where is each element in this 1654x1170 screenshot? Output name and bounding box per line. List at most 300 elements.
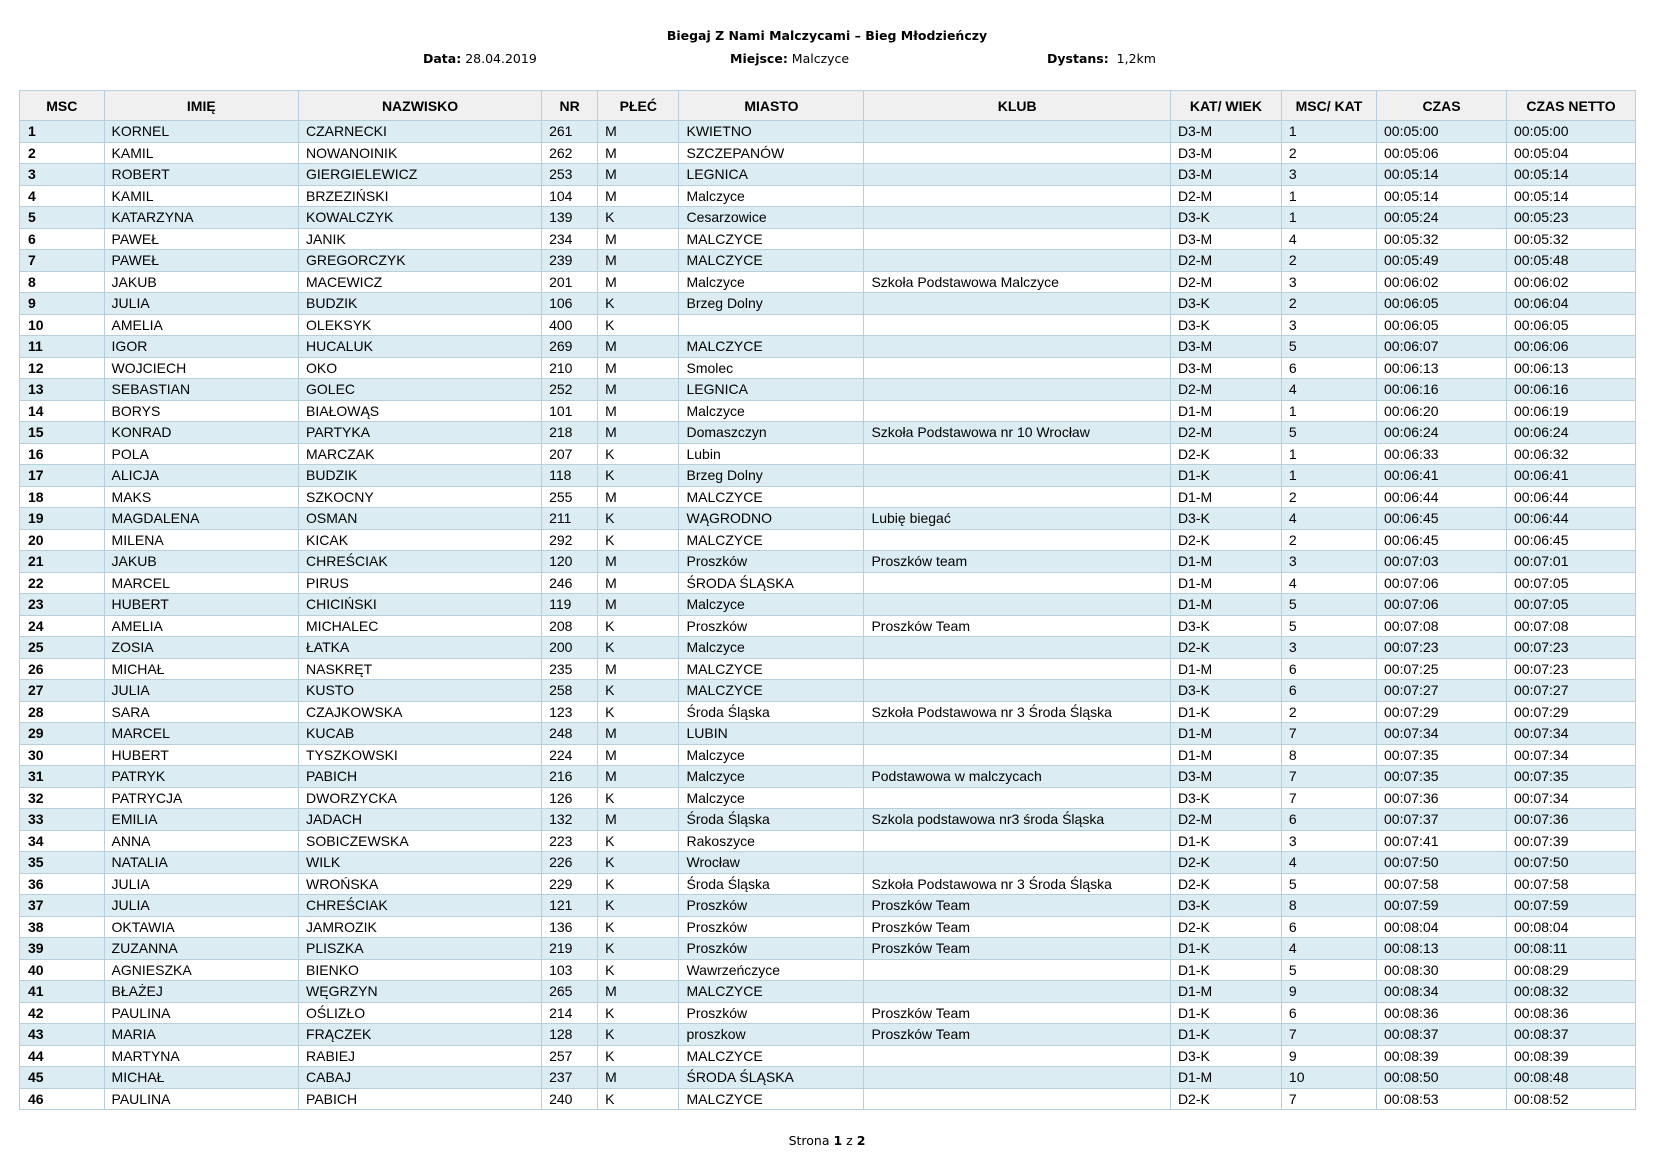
cell-nazwisko: CABAJ [299,1067,542,1089]
cell-msc-kat: 6 [1281,658,1376,680]
cell-nr: 237 [542,1067,598,1089]
cell-plec: M [598,981,679,1003]
cell-nazwisko: SOBICZEWSKA [299,830,542,852]
cell-msc-kat: 4 [1281,508,1376,530]
cell-czas-netto: 00:07:29 [1507,701,1636,723]
cell-miasto: Malczyce [679,271,864,293]
cell-czas-netto: 00:08:48 [1507,1067,1636,1089]
cell-miasto: Brzeg Dolny [679,465,864,487]
cell-klub [864,250,1171,272]
cell-miasto: MALCZYCE [679,486,864,508]
cell-miasto: Środa Śląska [679,701,864,723]
cell-nr: 219 [542,938,598,960]
cell-klub [864,293,1171,315]
table-row [20,185,1636,207]
table-row [20,142,1636,164]
table-row [20,164,1636,186]
cell-msc: 42 [20,1002,105,1024]
cell-msc: 38 [20,916,105,938]
cell-klub: Proszków Team [864,1024,1171,1046]
cell-klub [864,572,1171,594]
table-row [20,594,1636,616]
cell-klub [864,185,1171,207]
cell-nazwisko: PABICH [299,766,542,788]
cell-msc: 2 [20,142,105,164]
cell-czas: 00:08:39 [1377,1045,1507,1067]
cell-czas-netto: 00:08:37 [1507,1024,1636,1046]
cell-nr: 120 [542,551,598,573]
cell-plec: M [598,357,679,379]
cell-kat-wiek: D1-K [1170,959,1281,981]
cell-kat-wiek: D1-M [1170,981,1281,1003]
cell-czas: 00:07:58 [1377,873,1507,895]
table-row [20,443,1636,465]
cell-plec: K [598,637,679,659]
cell-czas-netto: 00:08:52 [1507,1088,1636,1110]
cell-msc-kat: 4 [1281,228,1376,250]
table-row [20,379,1636,401]
cell-klub [864,379,1171,401]
cell-msc-kat: 6 [1281,809,1376,831]
cell-msc-kat: 7 [1281,787,1376,809]
table-row [20,744,1636,766]
cell-klub [864,723,1171,745]
cell-msc-kat: 4 [1281,938,1376,960]
cell-miasto: Malczyce [679,766,864,788]
cell-miasto: Rakoszyce [679,830,864,852]
cell-imie: BŁAŻEJ [104,981,298,1003]
cell-klub [864,658,1171,680]
cell-nazwisko: OSMAN [299,508,542,530]
cell-plec: K [598,1002,679,1024]
cell-msc: 34 [20,830,105,852]
cell-czas: 00:07:35 [1377,744,1507,766]
cell-msc-kat: 3 [1281,271,1376,293]
cell-plec: M [598,422,679,444]
cell-plec: K [598,615,679,637]
cell-msc-kat: 3 [1281,314,1376,336]
cell-imie: AMELIA [104,314,298,336]
cell-klub [864,852,1171,874]
cell-czas-netto: 00:07:39 [1507,830,1636,852]
cell-kat-wiek: D1-M [1170,594,1281,616]
cell-czas-netto: 00:07:36 [1507,809,1636,831]
cell-klub: Proszków Team [864,615,1171,637]
cell-klub [864,336,1171,358]
cell-msc-kat: 4 [1281,572,1376,594]
cell-msc: 16 [20,443,105,465]
table-row [20,357,1636,379]
cell-kat-wiek: D3-K [1170,293,1281,315]
cell-czas-netto: 00:07:59 [1507,895,1636,917]
cell-miasto: Wawrzeńczyce [679,959,864,981]
cell-plec: M [598,766,679,788]
cell-nr: 261 [542,121,598,143]
table-row [20,1045,1636,1067]
page-total: 2 [856,1133,866,1148]
cell-nazwisko: PABICH [299,1088,542,1110]
cell-imie: KONRAD [104,422,298,444]
cell-msc: 28 [20,701,105,723]
cell-miasto: Proszków [679,1002,864,1024]
cell-klub: Proszków Team [864,1002,1171,1024]
cell-msc-kat: 6 [1281,916,1376,938]
cell-miasto: MALCZYCE [679,529,864,551]
cell-kat-wiek: D3-M [1170,336,1281,358]
cell-nazwisko: NOWANOINIK [299,142,542,164]
cell-czas: 00:06:05 [1377,314,1507,336]
cell-miasto: Smolec [679,357,864,379]
cell-klub [864,400,1171,422]
cell-nr: 239 [542,250,598,272]
cell-kat-wiek: D3-K [1170,314,1281,336]
cell-plec: K [598,529,679,551]
cell-plec: K [598,959,679,981]
cell-msc: 37 [20,895,105,917]
cell-czas: 00:05:00 [1377,121,1507,143]
cell-nr: 123 [542,701,598,723]
cell-msc-kat: 2 [1281,529,1376,551]
cell-kat-wiek: D3-M [1170,228,1281,250]
cell-kat-wiek: D2-K [1170,873,1281,895]
cell-imie: BORYS [104,400,298,422]
cell-czas: 00:07:06 [1377,572,1507,594]
cell-nr: 229 [542,873,598,895]
cell-imie: MILENA [104,529,298,551]
cell-klub [864,443,1171,465]
cell-imie: ZOSIA [104,637,298,659]
cell-nr: 118 [542,465,598,487]
cell-nr: 214 [542,1002,598,1024]
cell-plec: M [598,400,679,422]
cell-miasto: MALCZYCE [679,336,864,358]
cell-nazwisko: KUSTO [299,680,542,702]
cell-imie: MICHAŁ [104,658,298,680]
cell-msc-kat: 4 [1281,852,1376,874]
table-row [20,916,1636,938]
cell-miasto: Środa Śląska [679,809,864,831]
cell-kat-wiek: D2-M [1170,422,1281,444]
cell-klub [864,959,1171,981]
cell-imie: MARIA [104,1024,298,1046]
cell-imie: MARCEL [104,572,298,594]
cell-msc: 7 [20,250,105,272]
cell-czas-netto: 00:05:48 [1507,250,1636,272]
cell-nr: 246 [542,572,598,594]
cell-nazwisko: CHREŚCIAK [299,895,542,917]
cell-czas-netto: 00:07:50 [1507,852,1636,874]
cell-nazwisko: CZARNECKI [299,121,542,143]
cell-miasto: WĄGRODNO [679,508,864,530]
cell-nr: 223 [542,830,598,852]
cell-imie: KAMIL [104,142,298,164]
table-row [20,615,1636,637]
cell-imie: POLA [104,443,298,465]
cell-miasto [679,314,864,336]
results-table [19,90,1636,1110]
cell-nr: 400 [542,314,598,336]
cell-msc: 11 [20,336,105,358]
place-info [730,49,849,69]
cell-nazwisko: KUCAB [299,723,542,745]
cell-czas-netto: 00:07:08 [1507,615,1636,637]
cell-nazwisko: FRĄCZEK [299,1024,542,1046]
cell-klub [864,787,1171,809]
cell-czas-netto: 00:06:44 [1507,508,1636,530]
cell-czas-netto: 00:05:00 [1507,121,1636,143]
cell-msc: 13 [20,379,105,401]
table-row [20,830,1636,852]
cell-msc: 31 [20,766,105,788]
cell-kat-wiek: D1-M [1170,486,1281,508]
cell-miasto: ŚRODA ŚLĄSKA [679,1067,864,1089]
document-title: Biegaj Z Nami Malczycami – Bieg Młodzieńczy [666,28,988,43]
cell-msc: 30 [20,744,105,766]
cell-miasto: MALCZYCE [679,680,864,702]
cell-klub [864,1067,1171,1089]
cell-czas: 00:06:24 [1377,422,1507,444]
cell-kat-wiek: D3-M [1170,766,1281,788]
cell-czas: 00:08:53 [1377,1088,1507,1110]
page-of: z [846,1133,853,1148]
cell-nazwisko: BUDZIK [299,293,542,315]
cell-nr: 101 [542,400,598,422]
cell-plec: M [598,185,679,207]
cell-msc-kat: 1 [1281,443,1376,465]
cell-nazwisko: OLEKSYK [299,314,542,336]
cell-czas-netto: 00:08:39 [1507,1045,1636,1067]
cell-klub [864,981,1171,1003]
cell-nazwisko: ŁATKA [299,637,542,659]
cell-imie: MICHAŁ [104,1067,298,1089]
cell-msc-kat: 6 [1281,1002,1376,1024]
cell-kat-wiek: D1-M [1170,572,1281,594]
cell-nr: 218 [542,422,598,444]
cell-plec: K [598,680,679,702]
page-current: 1 [833,1133,843,1148]
cell-klub [864,314,1171,336]
cell-miasto: MALCZYCE [679,658,864,680]
cell-czas: 00:08:36 [1377,1002,1507,1024]
cell-klub: Szkoła Podstawowa Malczyce [864,271,1171,293]
table-row [20,852,1636,874]
cell-czas: 00:05:32 [1377,228,1507,250]
cell-msc-kat: 7 [1281,1088,1376,1110]
cell-klub [864,830,1171,852]
cell-imie: WOJCIECH [104,357,298,379]
cell-plec: M [598,142,679,164]
cell-nazwisko: WROŃSKA [299,873,542,895]
cell-czas: 00:06:16 [1377,379,1507,401]
cell-kat-wiek: D1-K [1170,1024,1281,1046]
cell-miasto: Domaszczyn [679,422,864,444]
cell-kat-wiek: D3-M [1170,121,1281,143]
cell-nazwisko: DWORZYCKA [299,787,542,809]
cell-msc-kat: 5 [1281,594,1376,616]
cell-kat-wiek: D2-K [1170,1088,1281,1110]
cell-msc-kat: 7 [1281,1024,1376,1046]
cell-plec: M [598,121,679,143]
cell-kat-wiek: D2-K [1170,529,1281,551]
cell-kat-wiek: D3-M [1170,164,1281,186]
cell-imie: JULIA [104,873,298,895]
cell-czas: 00:05:49 [1377,250,1507,272]
cell-miasto: Malczyce [679,787,864,809]
cell-kat-wiek: D1-K [1170,938,1281,960]
cell-plec: M [598,594,679,616]
cell-kat-wiek: D1-M [1170,723,1281,745]
cell-czas-netto: 00:08:36 [1507,1002,1636,1024]
cell-msc-kat: 9 [1281,1045,1376,1067]
cell-plec: K [598,1088,679,1110]
cell-plec: M [598,379,679,401]
cell-imie: JAKUB [104,271,298,293]
table-row [20,938,1636,960]
table-row [20,959,1636,981]
cell-nazwisko: JANIK [299,228,542,250]
cell-plec: K [598,787,679,809]
cell-nr: 207 [542,443,598,465]
cell-czas-netto: 00:08:32 [1507,981,1636,1003]
cell-kat-wiek: D2-M [1170,809,1281,831]
cell-msc-kat: 1 [1281,465,1376,487]
table-row [20,680,1636,702]
cell-msc-kat: 2 [1281,293,1376,315]
cell-nazwisko: GIERGIELEWICZ [299,164,542,186]
cell-msc-kat: 8 [1281,744,1376,766]
cell-plec: M [598,572,679,594]
cell-klub: Szkoła Podstawowa nr 10 Wrocław [864,422,1171,444]
cell-nr: 252 [542,379,598,401]
cell-nr: 224 [542,744,598,766]
cell-nazwisko: BIENKO [299,959,542,981]
table-row [20,508,1636,530]
column-header-msc-kat: MSC/ KAT [1281,91,1376,121]
cell-czas-netto: 00:05:32 [1507,228,1636,250]
cell-msc-kat: 7 [1281,723,1376,745]
cell-czas: 00:06:07 [1377,336,1507,358]
cell-msc: 20 [20,529,105,551]
cell-nr: 235 [542,658,598,680]
cell-czas: 00:07:59 [1377,895,1507,917]
cell-plec: K [598,314,679,336]
cell-msc: 23 [20,594,105,616]
cell-czas: 00:07:50 [1377,852,1507,874]
date-value: 28.04.2019 [465,51,537,66]
cell-klub [864,142,1171,164]
cell-czas-netto: 00:06:45 [1507,529,1636,551]
table-row [20,766,1636,788]
cell-czas: 00:08:04 [1377,916,1507,938]
cell-plec: K [598,830,679,852]
cell-nr: 210 [542,357,598,379]
cell-msc-kat: 7 [1281,766,1376,788]
cell-nazwisko: SZKOCNY [299,486,542,508]
cell-msc: 25 [20,637,105,659]
cell-msc-kat: 3 [1281,830,1376,852]
cell-msc: 44 [20,1045,105,1067]
cell-miasto: Malczyce [679,637,864,659]
table-row [20,465,1636,487]
cell-msc-kat: 5 [1281,959,1376,981]
cell-imie: SARA [104,701,298,723]
cell-msc-kat: 4 [1281,379,1376,401]
cell-nr: 119 [542,594,598,616]
cell-klub [864,164,1171,186]
cell-nazwisko: WILK [299,852,542,874]
cell-miasto: Proszków [679,551,864,573]
cell-czas: 00:08:37 [1377,1024,1507,1046]
table-row [20,809,1636,831]
cell-czas: 00:06:20 [1377,400,1507,422]
cell-klub [864,207,1171,229]
cell-klub: Lubię biegać [864,508,1171,530]
cell-czas: 00:07:23 [1377,637,1507,659]
cell-miasto: LEGNICA [679,379,864,401]
cell-plec: M [598,744,679,766]
cell-msc: 35 [20,852,105,874]
cell-plec: K [598,465,679,487]
cell-czas: 00:05:06 [1377,142,1507,164]
cell-plec: M [598,551,679,573]
cell-imie: AGNIESZKA [104,959,298,981]
cell-miasto: Proszków [679,916,864,938]
cell-klub: Szkoła Podstawowa nr 3 Środa Śląska [864,701,1171,723]
cell-nr: 136 [542,916,598,938]
cell-nr: 240 [542,1088,598,1110]
table-row [20,1067,1636,1089]
cell-imie: HUBERT [104,594,298,616]
cell-kat-wiek: D2-M [1170,271,1281,293]
cell-czas-netto: 00:06:16 [1507,379,1636,401]
cell-plec: M [598,336,679,358]
cell-czas-netto: 00:06:24 [1507,422,1636,444]
cell-miasto: MALCZYCE [679,228,864,250]
cell-plec: K [598,852,679,874]
cell-czas-netto: 00:07:05 [1507,594,1636,616]
cell-imie: SEBASTIAN [104,379,298,401]
cell-czas: 00:05:14 [1377,185,1507,207]
cell-nazwisko: TYSZKOWSKI [299,744,542,766]
column-header-klub: KLUB [864,91,1171,121]
cell-imie: MARTYNA [104,1045,298,1067]
table-body [20,121,1636,1110]
cell-msc-kat: 6 [1281,680,1376,702]
cell-plec: M [598,486,679,508]
cell-kat-wiek: D1-K [1170,1002,1281,1024]
cell-czas: 00:06:44 [1377,486,1507,508]
cell-msc: 5 [20,207,105,229]
cell-czas: 00:07:27 [1377,680,1507,702]
page-footer [0,1133,1654,1148]
cell-miasto: Proszków [679,615,864,637]
cell-msc: 15 [20,422,105,444]
cell-nr: 121 [542,895,598,917]
cell-plec: M [598,164,679,186]
cell-kat-wiek: D2-K [1170,916,1281,938]
cell-msc: 41 [20,981,105,1003]
page-label: Strona [788,1133,830,1148]
cell-msc: 14 [20,400,105,422]
table-row [20,314,1636,336]
cell-nazwisko: RABIEJ [299,1045,542,1067]
table-row [20,1024,1636,1046]
table-row [20,873,1636,895]
cell-czas: 00:07:37 [1377,809,1507,831]
cell-kat-wiek: D2-K [1170,637,1281,659]
cell-kat-wiek: D1-K [1170,830,1281,852]
cell-nazwisko: MACEWICZ [299,271,542,293]
